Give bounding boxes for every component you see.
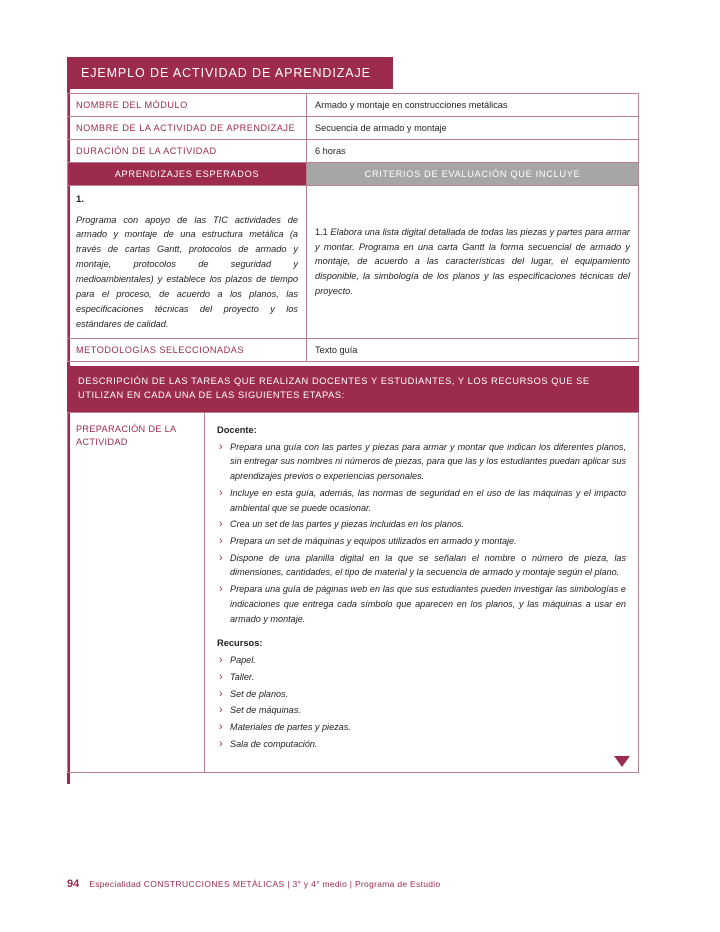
activity-name-label: NOMBRE DE LA ACTIVIDAD DE APRENDIZAJE [68, 117, 307, 140]
footer-level: 3° y 4° medio [292, 879, 348, 889]
metadata-table [67, 93, 639, 362]
footer-prefix: Especialidad [89, 879, 144, 889]
methodology-label: METODOLOGÍAS SELECCIONADAS [68, 338, 307, 361]
stage-content [205, 412, 639, 772]
tasks-table [67, 412, 639, 773]
page-footer [67, 878, 441, 890]
list-item: › Materiales de partes y piezas. [217, 720, 626, 735]
resources-list [217, 653, 626, 751]
duration-value: 6 horas [307, 140, 639, 163]
list-item: › Prepara una guía de páginas web en las que sus estudiantes pueden investigar las simbologías e indicaciones que entrega cada símbolo que aparecen en los planos, y las máquinas a usar en armado y montaje. [217, 582, 626, 626]
list-item: › Papel. [217, 653, 626, 668]
list-item: › Prepara un set de máquinas y equipos utilizados en armado y montaje. [217, 534, 626, 549]
learning-outcome-cell [68, 186, 307, 339]
learning-outcome-text: Programa con apoyo de las TIC actividades de armado y montaje de una estructura metálica (a través de cartas Gantt, protocolos de armado y montaje, protocolos de seguridad y medioambientales) y establece los plazos de tiempo para el proceso, de acuerdo a los planos, las especificaciones técnicas del proyecto y los estándares de calidad. [76, 214, 298, 329]
list-item: › Crea un set de las partes y piezas incluidas en los planos. [217, 517, 626, 532]
duration-label: DURACIÓN DE LA ACTIVIDAD [68, 140, 307, 163]
module-name-value: Armado y montaje en construcciones metálicas [307, 94, 639, 117]
table-row [68, 338, 639, 361]
teacher-task-list [217, 440, 626, 627]
evaluation-criteria-cell [307, 186, 639, 339]
footer-sep-1: | [284, 879, 293, 889]
criteria-number: 1.1 [315, 226, 328, 237]
page-title-banner: EJEMPLO DE ACTIVIDAD DE APRENDIZAJE [67, 57, 393, 89]
description-band: DESCRIPCIÓN DE LAS TAREAS QUE REALIZAN DOCENTES Y ESTUDIANTES, Y LOS RECURSOS QUE SE UTILIZAN EN CADA UNA DE LAS SIGUIENTES ETAPAS: [67, 366, 639, 412]
footer-specialty: CONSTRUCCIONES METÁLICAS [143, 879, 285, 889]
stage-label: PREPARACIÓN DE LA ACTIVIDAD [68, 412, 205, 772]
activity-sheet [67, 57, 639, 773]
footer-sep-2: | [347, 879, 355, 889]
methodology-value: Texto guía [307, 338, 639, 361]
list-item: › Set de máquinas. [217, 703, 626, 718]
resources-heading: Recursos: [217, 638, 263, 649]
table-row [68, 140, 639, 163]
criteria-text: Elabora una lista digital detallada de todas las piezas y partes para armar y montar. Programa en una carta Gantt la forma secuencial de armado y montaje, de acuerdo a las características del lugar, el equipamiento disponible, la simbología de los planos y las especificaciones técnicas del proyecto. [315, 226, 630, 297]
list-item: › Incluye en esta guía, además, las normas de seguridad en el uso de las máquinas y el impacto ambiental que se puede ocasionar. [217, 486, 626, 515]
table-row [68, 163, 639, 186]
list-item: › Sala de computación. [217, 737, 626, 752]
table-row [68, 412, 639, 772]
table-row [68, 186, 639, 339]
column-header-criteria: CRITERIOS DE EVALUACIÓN QUE INCLUYE [307, 163, 639, 186]
table-row [68, 117, 639, 140]
list-item: › Prepara una guía con las partes y piezas para armar y montar que indican los diferentes planos, sin entregar sus nombres ni números de piezas, para que las y los estudiantes puedan aplicar sus aprendizajes previos o experiencias personales. [217, 440, 626, 484]
list-item: › Dispone de una planilla digital en la que se señalan el nombre o número de pieza, las dimensiones, cantidades, el tipo de material y la secuencia de armado y montaje según el plano. [217, 551, 626, 580]
list-item: › Set de planos. [217, 687, 626, 702]
list-item: › Taller. [217, 670, 626, 685]
column-header-learning: APRENDIZAJES ESPERADOS [68, 163, 307, 186]
page-number: 94 [67, 878, 80, 890]
module-name-label: NOMBRE DEL MÓDULO [68, 94, 307, 117]
footer-document: Programa de Estudio [354, 879, 441, 889]
table-row [68, 94, 639, 117]
footer-text [89, 879, 440, 889]
learning-outcome-number: 1. [76, 194, 85, 205]
teacher-role-heading: Docente: [217, 424, 257, 435]
continuation-triangle-icon [614, 756, 630, 767]
activity-name-value: Secuencia de armado y montaje [307, 117, 639, 140]
